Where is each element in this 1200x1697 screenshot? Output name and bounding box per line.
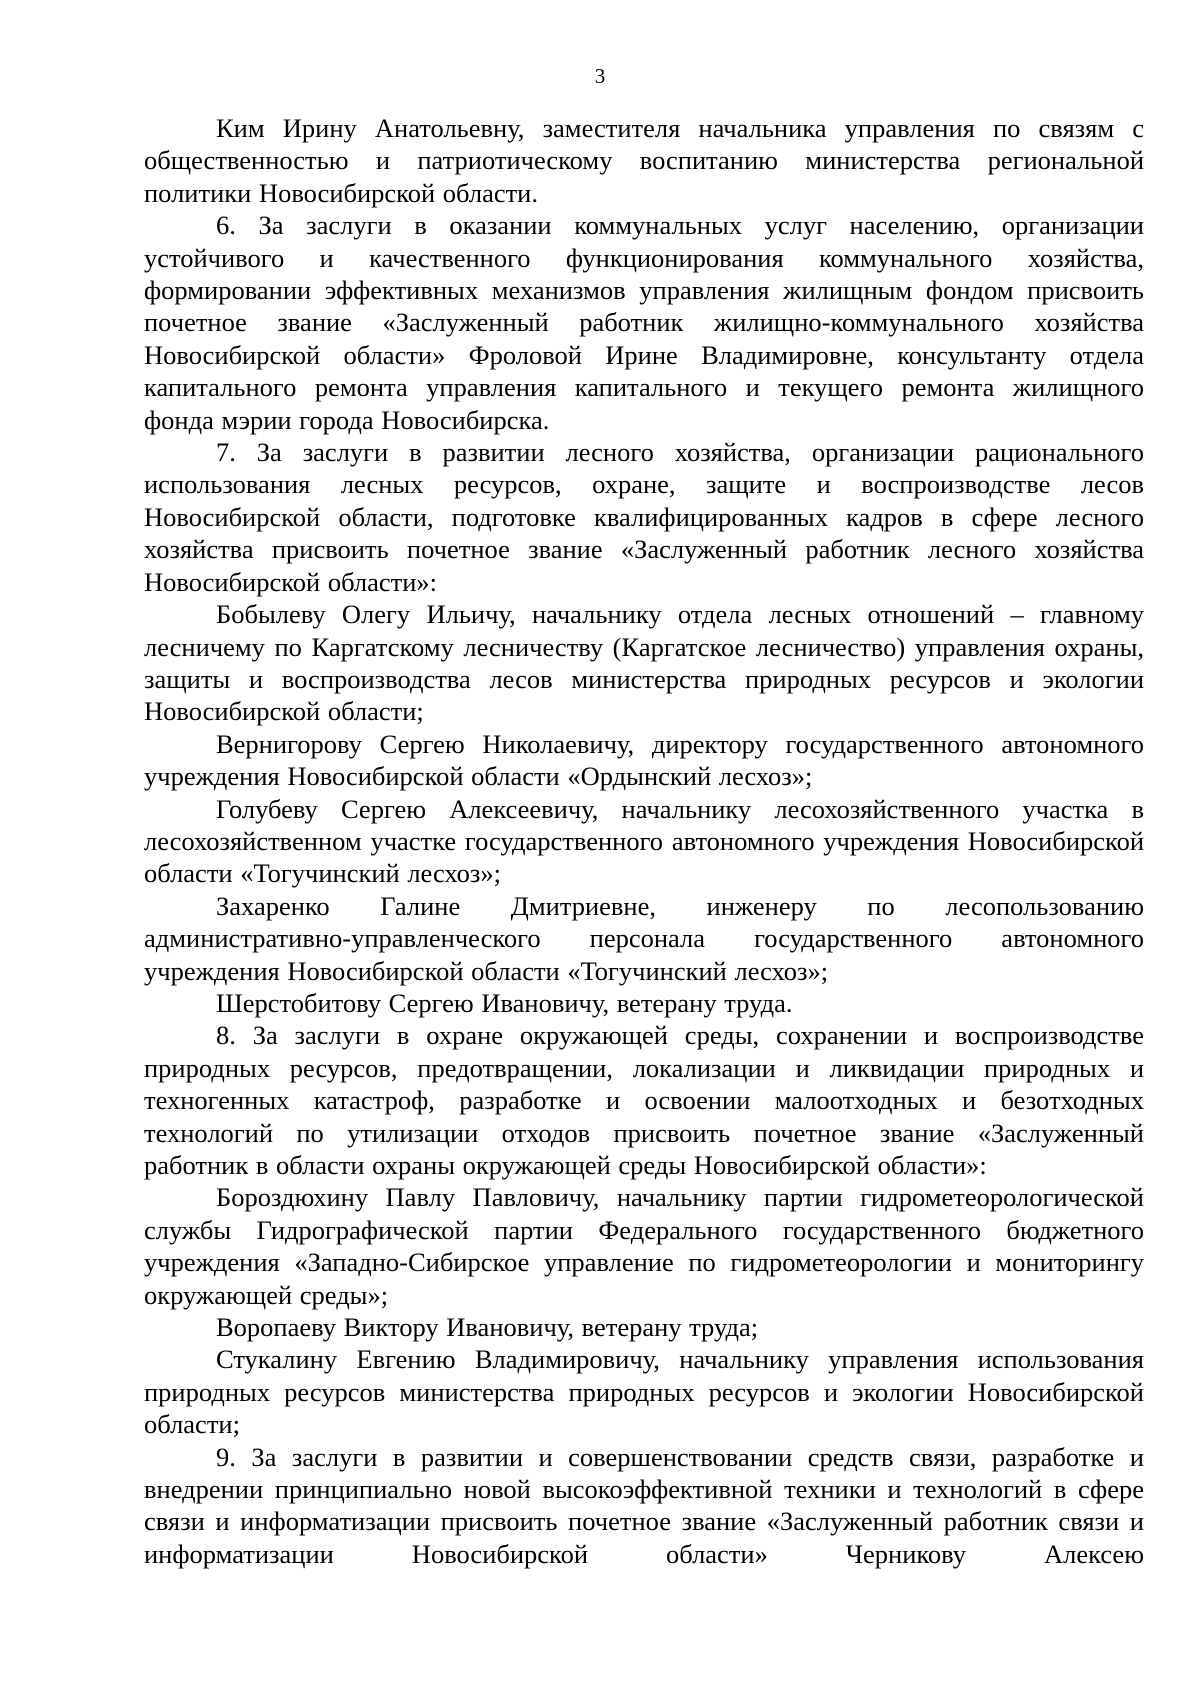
paragraph-zakharenko: Захаренко Галине Дмитриевне, инженеру по лесопользованию административно-управленческого персонала государственного автономного учреждения Новосибирской области «Тогучинский лесхоз»; xyxy=(144,890,1144,986)
paragraph-golubev: Голубеву Сергею Алексеевичу, начальнику лесохозяйственного участка в лесохозяйственном участке государственного автономного учреждения Новосибирской области «Тогучинский лесхоз»; xyxy=(144,793,1144,889)
paragraph-item-7: 7. За заслуги в развитии лесного хозяйства, организации рационального использования лесных ресурсов, охране, защите и воспроизводстве лесов Новосибирской области, подготовке квалифицированных кадров в сфере лесного хозяйства присвоить почетное звание «Заслуженный работник лесного хозяйства Новосибирской области»: xyxy=(144,437,1144,597)
paragraph-stukalin: Стукалину Евгению Владимировичу, начальнику управления использования природных ресурсов министерства природных ресурсов и экологии Новосибирской области; xyxy=(144,1344,1144,1440)
page-number: 3 xyxy=(594,64,606,88)
document-body xyxy=(144,112,1144,1570)
paragraph-borozdyukhin: Бороздюхину Павлу Павловичу, начальнику партии гидрометеорологической службы Гидрографической партии Федерального государственного бюджетного учреждения «Западно-Сибирское управление по гидрометеорологии и мониторингу окружающей среды»; xyxy=(144,1182,1144,1310)
paragraph-voropaev: Воропаеву Виктору Ивановичу, ветерану труда; xyxy=(216,1312,759,1343)
paragraph-item-8: 8. За заслуги в охране окружающей среды, сохранении и воспроизводстве природных ресурсов, предотвращении, локализации и ликвидации природных и техногенных катастроф, разработке и освоении малоотходных и безотходных технологий по утилизации отходов присвоить почетное звание «Заслуженный работник в области охраны окружающей среды Новосибирской области»: xyxy=(144,1020,1144,1180)
paragraph-vernigorov: Вернигорову Сергею Николаевичу, директору государственного автономного учреждения Новосибирской области «Ордынский лесхоз»; xyxy=(144,728,1144,792)
paragraph-item-9: 9. За заслуги в развитии и совершенствовании средств связи, разработке и внедрении принципиально новой высокоэффективной техники и технологий в сфере связи и информатизации присвоить почетное звание «Заслуженный работник связи и информатизации Новосибирской области» Черникову Алексею xyxy=(144,1441,1144,1569)
paragraph-item-6: 6. За заслуги в оказании коммунальных услуг населению, организации устойчивого и качественного функционирования коммунального хозяйства, формировании эффективных механизмов управления жилищным фондом присвоить почетное звание «Заслуженный работник жилищно-коммунального хозяйства Новосибирской области» Фроловой Ирине Владимировне, консультанту отдела капитального ремонта управления капитального и текущего ремонта жилищного фонда мэрии города Новосибирска. xyxy=(144,210,1144,435)
paragraph-kim: Ким Ирину Анатольевну, заместителя начальника управления по связям с общественностью и патриотическому воспитанию министерства региональной политики Новосибирской области. xyxy=(144,113,1144,208)
paragraph-sherstobitov: Шерстобитову Сергею Ивановичу, ветерану труда. xyxy=(216,987,793,1018)
paragraph-bobylev: Бобылеву Олегу Ильичу, начальнику отдела лесных отношений – главному лесничему по Каргатскому лесничеству (Каргатское лесничество) управления охраны, защиты и воспроизводства лесов министерства природных ресурсов и экологии Новосибирской области; xyxy=(144,599,1144,727)
